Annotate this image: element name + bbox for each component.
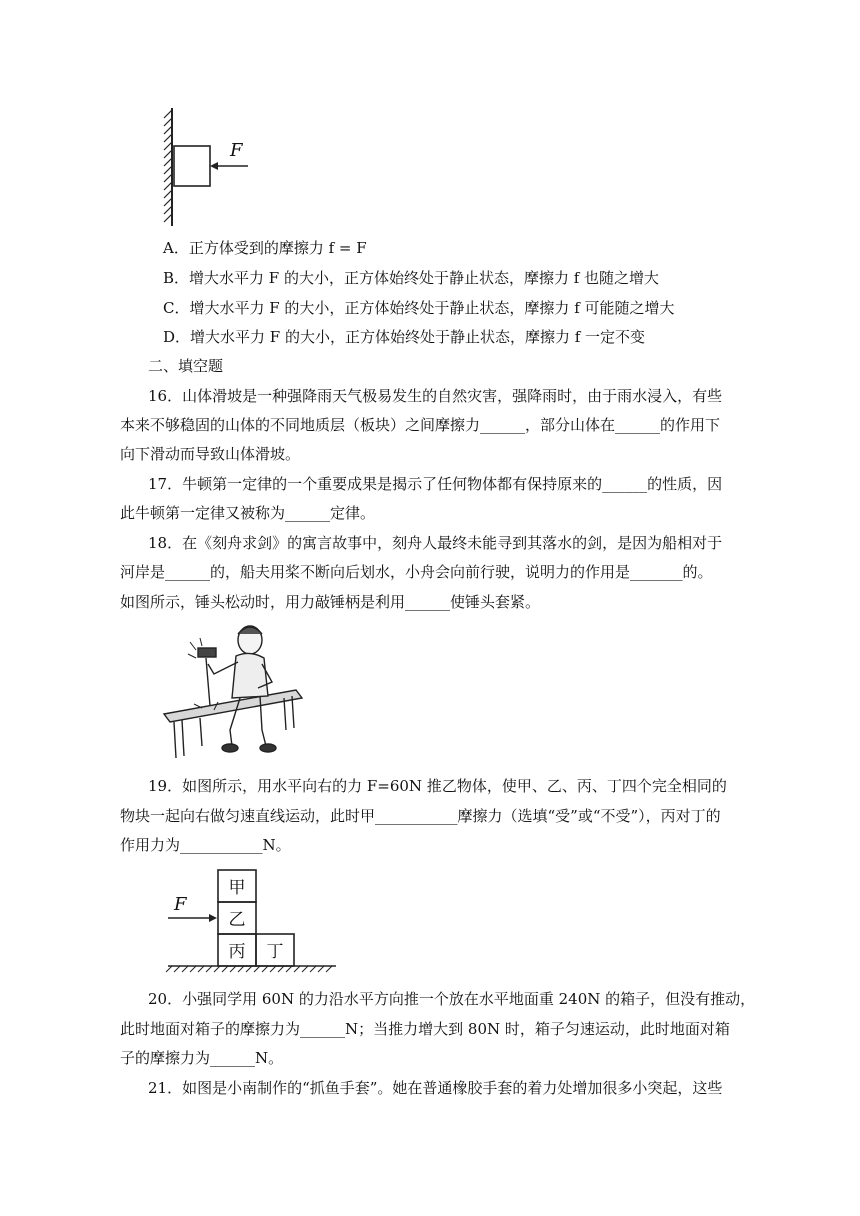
- q17-line2: 此牛顿第一定律又被称为______定律。: [120, 504, 376, 522]
- q17-line1: 17．牛顿第一定律的一个重要成果是揭示了任何物体都有保持原来的______的性质，因: [148, 475, 723, 493]
- option-b: B．增大水平力 F 的大小，正方体始终处于静止状态，摩擦力 f 也随之增大: [163, 269, 660, 287]
- force-label: F: [174, 894, 187, 915]
- wall-hatching: [164, 108, 172, 226]
- q19-line2: 物块一起向右做匀速直线运动，此时甲___________摩擦力（选填“受”或“不受”），丙对丁的: [120, 807, 721, 825]
- label-yi: 乙: [228, 910, 246, 930]
- q19-line1: 19．如图所示，用水平向右的力 F=60N 推乙物体，使甲、乙、丙、丁四个完全相同的: [148, 777, 727, 795]
- wall-block-figure: [150, 104, 260, 230]
- q16-line2: 本来不够稳固的山体的不同地质层（板块）之间摩擦力______，部分山体在______的作用下: [120, 416, 721, 434]
- option-a: A．正方体受到的摩擦力 f = F: [163, 239, 367, 257]
- ground-hatching: [166, 966, 332, 972]
- four-blocks-figure: [164, 866, 340, 976]
- q16-line1: 16．山体滑坡是一种强降雨天气极易发生的自然灾害，强降雨时，由于雨水浸入，有些: [148, 387, 723, 405]
- hammer-head: [198, 648, 216, 657]
- option-c: C．增大水平力 F 的大小，正方体始终处于静止状态，摩擦力 f 可能随之增大: [163, 299, 675, 317]
- q16-line3: 向下滑动而导致山体滑坡。: [120, 445, 301, 463]
- label-jia: 甲: [228, 878, 246, 898]
- q19-line3: 作用力为___________N。: [120, 836, 291, 854]
- hammer-bench-figure: [160, 618, 310, 762]
- q21-line1: 21．如图是小南制作的“抓鱼手套”。她在普通橡胶手套的着力处增加很多小突起，这些: [148, 1079, 723, 1097]
- force-label: F: [230, 140, 243, 161]
- man-body: [232, 653, 268, 698]
- option-d: D．增大水平力 F 的大小，正方体始终处于静止状态，摩擦力 f 一定不变: [163, 328, 646, 346]
- q20-line3: 子的摩擦力为______N。: [120, 1049, 284, 1067]
- q18-line2: 河岸是______的，船夫用桨不断向后划水，小舟会向前行驶，说明力的作用是_______的。: [120, 563, 713, 581]
- section-title: 二、填空题: [148, 357, 224, 375]
- label-ding: 丁: [266, 942, 284, 962]
- q18-line1: 18．在《刻舟求剑》的寓言故事中，刻舟人最终未能寻到其落水的剑，是因为船相对于: [148, 534, 723, 552]
- q20-line1: 20．小强同学用 60N 的力沿水平方向推一个放在水平地面重 240N 的箱子，但没有推动，: [148, 990, 756, 1008]
- q18-line3: 如图所示，锤头松动时，用力敲锤柄是利用______使锤头套紧。: [120, 593, 541, 611]
- q20-line2: 此时地面对箱子的摩擦力为______N；当推力增大到 80N 时，箱子匀速运动，此时地面对箱: [120, 1020, 730, 1038]
- cube: [174, 146, 210, 186]
- label-bing: 丙: [228, 942, 246, 962]
